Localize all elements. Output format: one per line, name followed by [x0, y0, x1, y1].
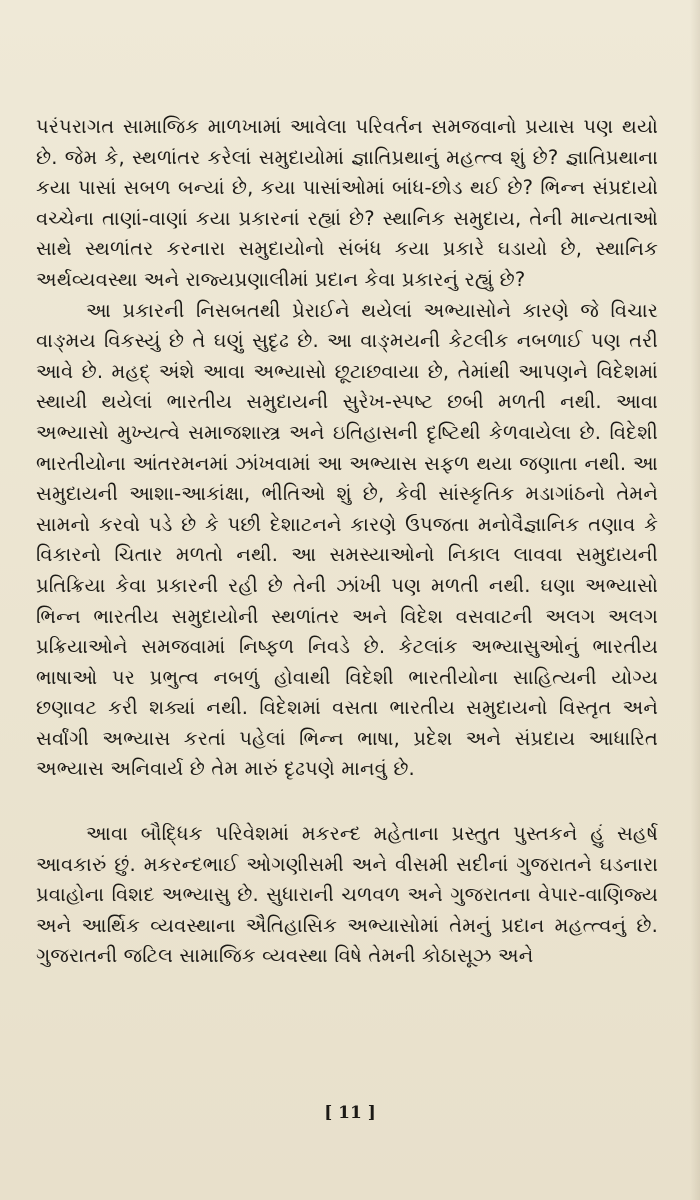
paragraph-3: આવા બૌદ્ધિક પરિવેશમાં મકરન્દ મહેતાના પ્રસ્તુત પુસ્તકને હું સહર્ષ આવકારું છું. મકરન્દભાઈ ઓગણીસમી અને વીસમી સદીનાં ગુજરાતને ઘડનારા પ્રવાહોના વિશદ અભ્યાસુ છે. સુધારાની ચળવળ અને ગુજરાતના વેપાર-વાણિજ્ય અને આર્થિક વ્યવસ્થાના ઐતિહાસિક અભ્યાસોમાં તેમનું પ્રદાન મહત્ત્વનું છે. ગુજરાતની જટિલ સામાજિક વ્યવસ્થા વિષે તેમની કોઠાસૂઝ અને	[36, 822, 658, 968]
paragraph-2: આ પ્રકારની નિસબતથી પ્રેરાઈને થયેલાં અભ્યાસોને કારણે જે વિચાર વાઙ્મય વિકસ્યું છે તે ઘણું સુદૃઢ છે. આ વાઙ્મયની કેટલીક નબળાઈ પણ તરી આવે છે. મહદ્ અંશે આવા અભ્યાસો છૂટાછવાયા છે, તેમાંથી આપણને વિદેશમાં સ્થાયી થયેલાં ભારતીય સમુદાયની સુરેખ-સ્પષ્ટ છબી મળતી નથી. આવા અભ્યાસો મુખ્યત્વે સમાજશાસ્ત્ર અને ઇતિહાસની દૃષ્ટિથી કેળવાયેલા છે. વિદેશી ભારતીયોના આંતરમનમાં ઝાંખવામાં આ અભ્યાસ સફળ થયા જણાતા નથી. આ સમુદાયની આશા-આકાંક્ષા, ભીતિઓ શું છે, કેવી સાંસ્કૃતિક મડાગાંઠનો તેમને સામનો કરવો પડે છે કે પછી દેશાટનને કારણે ઉપજતા મનોવૈજ્ઞાનિક તણાવ કે વિકારનો ચિતાર મળતો નથી. આ સમસ્યાઓનો નિકાલ લાવવા સમુદાયની પ્રતિક્રિયા કેવા પ્રકારની રહી છે તેની ઝાંખી પણ મળતી નથી. ઘણા અભ્યાસો ભિન્ન ભારતીય સમુદાયોની સ્થળાંતર અને વિદેશ વસવાટની અલગ અલગ પ્રક્રિયાઓને સમજવામાં નિષ્ફળ નિવડે છે. કેટલાંક અભ્યાસુઓનું ભારતીય ભાષાઓ પર પ્રભુત્વ નબળું હોવાથી વિદેશી ભારતીયોના સાહિત્યની યોગ્ય છણાવટ કરી શક્યાં નથી. વિદેશમાં વસતા ભારતીય સમુદાયનો વિસ્તૃત અને સર્વાંગી અભ્યાસ કરતાં પહેલાં ભિન્ન ભાષા, પ્રદેશ અને સંપ્રદાય આધારિત અભ્યાસ અનિવાર્ય છે તેમ મારું દૃઢપણે માનવું છે.	[36, 298, 658, 781]
paragraph-1: પરંપરાગત સામાજિક માળખામાં આવેલા પરિવર્તન સમજવાનો પ્રયાસ પણ થયો છે. જેમ કે, સ્થળાંતર કરેલાં સમુદાયોમાં જ્ઞાતિપ્રથાનું મહત્ત્વ શું છે? જ્ઞાતિપ્રથાના કયા પાસાં સબળ બન્યાં છે, કયા પાસાંઓમાં બાંધ-છોડ થઈ છે? ભિન્ન સંપ્રદાયો વચ્ચેના તાણાં-વાણાં કયા પ્રકારનાં રહ્યાં છે? સ્થાનિક સમુદાય, તેની માન્યતાઓ સાથે સ્થળાંતર કરનારા સમુદાયોનો સંબંધ કયા પ્રકારે ઘડાયો છે, સ્થાનિક અર્થવ્યવસ્થા અને રાજ્યપ્રણાલીમાં પ્રદાન કેવા પ્રકારનું રહ્યું છે?	[36, 115, 658, 291]
body-text	[36, 112, 658, 972]
page-number: [ 11 ]	[324, 1103, 376, 1123]
page-edge-shadow	[690, 0, 700, 1200]
